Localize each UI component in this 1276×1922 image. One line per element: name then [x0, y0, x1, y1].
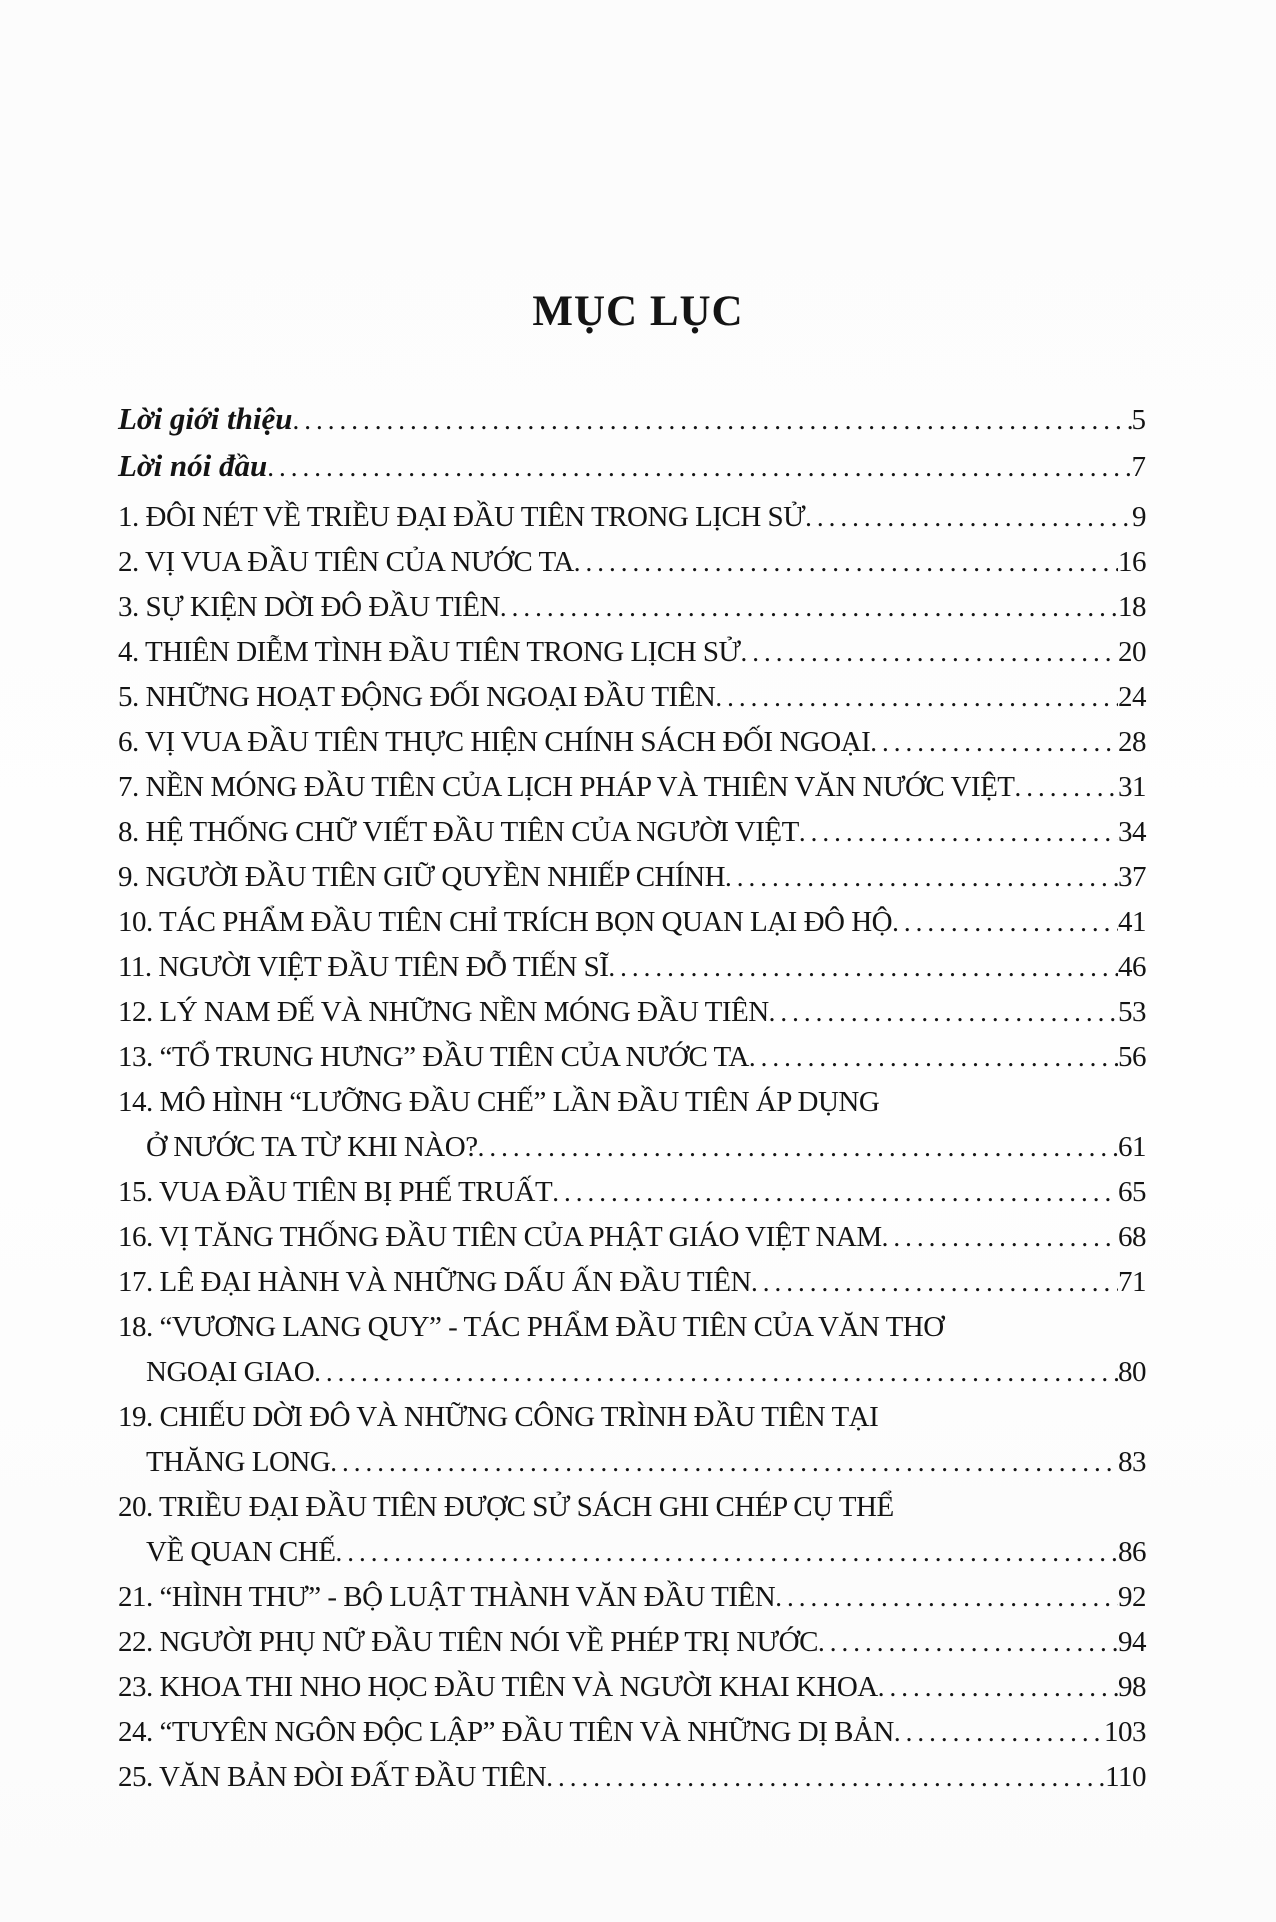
- toc-entry: [118, 900, 1146, 945]
- toc-entry: [118, 720, 1146, 765]
- toc-entry-page: 103: [1104, 1716, 1146, 1748]
- toc-entry-page: 71: [1118, 1266, 1146, 1298]
- toc-entry-line: [118, 540, 1146, 585]
- toc-entry-line: [118, 630, 1146, 675]
- toc-entry-page: 53: [1118, 996, 1146, 1028]
- toc-entry-label: 18. “VƯƠNG LANG QUY” - TÁC PHẨM ĐẦU TIÊN CỦA VĂN THƠ: [118, 1311, 944, 1343]
- toc-entry-line: [118, 1395, 1146, 1440]
- toc-entry-page: 5: [1131, 404, 1146, 436]
- dot-leader: [330, 1440, 1118, 1485]
- toc-entry-page: 28: [1118, 726, 1146, 758]
- toc-entry-page: 80: [1118, 1356, 1146, 1388]
- toc-entry-page: 41: [1118, 906, 1146, 938]
- toc-entry-continuation: NGOẠI GIAO: [146, 1356, 315, 1388]
- toc-entry-label: 23. KHOA THI NHO HỌC ĐẦU TIÊN VÀ NGƯỜI KHAI KHOA: [118, 1671, 878, 1703]
- toc-entry-line: [118, 810, 1146, 855]
- toc-entry: [118, 1305, 1146, 1395]
- toc-entry-continuation: Ở NƯỚC TA TỪ KHI NÀO?: [146, 1131, 478, 1163]
- toc-entry-page: 94: [1118, 1626, 1146, 1658]
- toc-entry-label: 1. ĐÔI NÉT VỀ TRIỀU ĐẠI ĐẦU TIÊN TRONG LỊCH SỬ: [118, 501, 806, 533]
- toc-entry: [118, 1620, 1146, 1665]
- dot-leader: [1015, 765, 1119, 810]
- toc-entry-line: [118, 855, 1146, 900]
- toc-entry: [118, 765, 1146, 810]
- toc-entry-page: 65: [1118, 1176, 1146, 1208]
- toc-entry-line: [118, 675, 1146, 720]
- dot-leader: [335, 1530, 1118, 1575]
- dot-leader: [799, 810, 1118, 855]
- toc-entry: [118, 990, 1146, 1035]
- toc-entry: [118, 1080, 1146, 1170]
- toc-entry: [118, 1485, 1146, 1575]
- toc-entry-line: [118, 765, 1146, 810]
- toc-entry: [118, 1395, 1146, 1485]
- toc-entry: [118, 810, 1146, 855]
- toc-entry-continuation-line: [118, 1440, 1146, 1485]
- toc-entry-line: [118, 1620, 1146, 1665]
- toc-entry-line: [118, 1710, 1146, 1755]
- toc-entry: [118, 1035, 1146, 1080]
- toc-entry-continuation-line: [118, 1350, 1146, 1395]
- toc-entry-page: 98: [1118, 1671, 1146, 1703]
- toc-entry-line: [118, 945, 1146, 990]
- toc-entry-line: [118, 1755, 1146, 1800]
- toc-entry-line: [118, 1305, 1146, 1350]
- dot-leader: [574, 540, 1118, 585]
- toc-entry-label: 13. “TỔ TRUNG HƯNG” ĐẦU TIÊN CỦA NƯỚC TA: [118, 1041, 749, 1073]
- dot-leader: [870, 720, 1118, 765]
- toc-entry-label: 12. LÝ NAM ĐẾ VÀ NHỮNG NỀN MÓNG ĐẦU TIÊN: [118, 996, 769, 1028]
- toc-entry: [118, 1665, 1146, 1710]
- toc-entry-continuation-line: [118, 1125, 1146, 1170]
- toc-entry: [118, 443, 1146, 490]
- toc-entry-page: 68: [1118, 1221, 1146, 1253]
- toc-entry: [118, 495, 1146, 540]
- toc-entry-label: 3. SỰ KIỆN DỜI ĐÔ ĐẦU TIÊN: [118, 591, 500, 623]
- toc-entry-line: [118, 1665, 1146, 1710]
- toc-entry-label: 10. TÁC PHẨM ĐẦU TIÊN CHỈ TRÍCH BỌN QUAN LẠI ĐÔ HỘ: [118, 906, 893, 938]
- toc-entry-label: 24. “TUYÊN NGÔN ĐỘC LẬP” ĐẦU TIÊN VÀ NHỮNG DỊ BẢN: [118, 1716, 894, 1748]
- toc-entry-page: 20: [1118, 636, 1146, 668]
- toc-entry: [118, 1710, 1146, 1755]
- toc-entry-page: 56: [1118, 1041, 1146, 1073]
- toc-entry: [118, 630, 1146, 675]
- toc-entry-line: [118, 443, 1146, 490]
- toc-entry: [118, 1215, 1146, 1260]
- toc-entry-continuation: THĂNG LONG: [146, 1446, 331, 1478]
- dot-leader: [805, 495, 1132, 540]
- toc-entry: [118, 855, 1146, 900]
- dot-leader: [478, 1125, 1118, 1170]
- dot-leader: [818, 1620, 1118, 1665]
- toc-entry: [118, 1575, 1146, 1620]
- dot-leader: [775, 1575, 1118, 1620]
- dot-leader: [769, 990, 1118, 1035]
- toc-entry-label: 14. MÔ HÌNH “LƯỠNG ĐẦU CHẾ” LẦN ĐẦU TIÊN ÁP DỤNG: [118, 1086, 880, 1118]
- toc-entry-label: Lời giới thiệu: [118, 401, 293, 436]
- toc-entry: [118, 945, 1146, 990]
- toc-entry-continuation-line: [118, 1530, 1146, 1575]
- toc-entry-page: 110: [1105, 1761, 1146, 1793]
- toc-entry-page: 7: [1131, 451, 1146, 483]
- toc-entry-label: 6. VỊ VUA ĐẦU TIÊN THỰC HIỆN CHÍNH SÁCH ĐỐI NGOẠI: [118, 726, 871, 758]
- dot-leader: [749, 1035, 1118, 1080]
- toc-entry-line: [118, 1080, 1146, 1125]
- toc-entry-page: 92: [1118, 1581, 1146, 1613]
- toc-entry-page: 24: [1118, 681, 1146, 713]
- dot-leader: [741, 630, 1118, 675]
- toc-entry-label: 19. CHIẾU DỜI ĐÔ VÀ NHỮNG CÔNG TRÌNH ĐẦU TIÊN TẠI: [118, 1401, 879, 1433]
- dot-leader: [608, 945, 1118, 990]
- toc-entry: [118, 585, 1146, 630]
- toc-entry-label: 16. VỊ TĂNG THỐNG ĐẦU TIÊN CỦA PHẬT GIÁO VIỆT NAM: [118, 1221, 882, 1253]
- dot-leader: [878, 1665, 1118, 1710]
- dot-leader: [546, 1755, 1105, 1800]
- dot-leader: [715, 675, 1118, 720]
- dot-leader: [314, 1350, 1118, 1395]
- toc-entry-page: 34: [1118, 816, 1146, 848]
- toc-entry: [118, 396, 1146, 443]
- toc-entry-line: [118, 1215, 1146, 1260]
- toc-entry-label: 8. HỆ THỐNG CHỮ VIẾT ĐẦU TIÊN CỦA NGƯỜI VIỆT: [118, 816, 799, 848]
- toc-entry-page: 16: [1118, 546, 1146, 578]
- toc-entry: [118, 675, 1146, 720]
- toc-entry-label: 15. VUA ĐẦU TIÊN BỊ PHẾ TRUẤT: [118, 1176, 553, 1208]
- table-of-contents: [118, 396, 1146, 1800]
- dot-leader: [892, 900, 1118, 945]
- toc-entry-label: 4. THIÊN DIỄM TÌNH ĐẦU TIÊN TRONG LỊCH SỬ: [118, 636, 741, 668]
- dot-leader: [882, 1215, 1118, 1260]
- dot-leader: [552, 1170, 1118, 1215]
- toc-entry: [118, 1260, 1146, 1305]
- toc-entry-label: 7. NỀN MÓNG ĐẦU TIÊN CỦA LỊCH PHÁP VÀ THIÊN VĂN NƯỚC VIỆT: [118, 771, 1015, 803]
- dot-leader: [894, 1710, 1104, 1755]
- toc-entry-line: [118, 1260, 1146, 1305]
- toc-entry-page: 31: [1118, 771, 1146, 803]
- toc-entry-line: [118, 396, 1146, 443]
- toc-entry-label: 11. NGƯỜI VIỆT ĐẦU TIÊN ĐỖ TIẾN SĨ: [118, 951, 609, 983]
- toc-entry-label: 21. “HÌNH THƯ” - BỘ LUẬT THÀNH VĂN ĐẦU TIÊN: [118, 1581, 776, 1613]
- toc-entry-label: 17. LÊ ĐẠI HÀNH VÀ NHỮNG DẤU ẤN ĐẦU TIÊN: [118, 1266, 751, 1298]
- toc-entry-line: [118, 495, 1146, 540]
- toc-entry-label: 2. VỊ VUA ĐẦU TIÊN CỦA NƯỚC TA: [118, 546, 574, 578]
- toc-entry-label: 25. VĂN BẢN ĐÒI ĐẤT ĐẦU TIÊN: [118, 1761, 547, 1793]
- page-title: MỤC LỤC: [532, 288, 744, 335]
- toc-entry-line: [118, 1035, 1146, 1080]
- toc-entry: [118, 1170, 1146, 1215]
- toc-entry-label: 9. NGƯỜI ĐẦU TIÊN GIỮ QUYỀN NHIẾP CHÍNH: [118, 861, 726, 893]
- dot-leader: [267, 445, 1131, 490]
- toc-entry-page: 86: [1118, 1536, 1146, 1568]
- toc-entry: [118, 540, 1146, 585]
- dot-leader: [725, 855, 1118, 900]
- toc-entry-label: 20. TRIỀU ĐẠI ĐẦU TIÊN ĐƯỢC SỬ SÁCH GHI CHÉP CỤ THỂ: [118, 1491, 894, 1523]
- toc-entry: [118, 1755, 1146, 1800]
- toc-entry-label: Lời nói đầu: [118, 448, 268, 483]
- toc-entry-page: 9: [1132, 501, 1146, 533]
- toc-entry-page: 83: [1118, 1446, 1146, 1478]
- dot-leader: [293, 398, 1132, 443]
- dot-leader: [500, 585, 1118, 630]
- toc-entry-line: [118, 720, 1146, 765]
- toc-entry-line: [118, 1485, 1146, 1530]
- toc-entry-page: 37: [1118, 861, 1146, 893]
- toc-entry-page: 46: [1118, 951, 1146, 983]
- toc-entry-line: [118, 1170, 1146, 1215]
- toc-entry-continuation: VỀ QUAN CHẾ: [146, 1536, 336, 1568]
- toc-entry-page: 18: [1118, 591, 1146, 623]
- toc-entry-label: 5. NHỮNG HOẠT ĐỘNG ĐỐI NGOẠI ĐẦU TIÊN: [118, 681, 716, 713]
- toc-entry-line: [118, 900, 1146, 945]
- toc-entry-page: 61: [1118, 1131, 1146, 1163]
- toc-entry-line: [118, 585, 1146, 630]
- toc-entry-label: 22. NGƯỜI PHỤ NỮ ĐẦU TIÊN NÓI VỀ PHÉP TRỊ NƯỚC: [118, 1626, 818, 1658]
- toc-entry-line: [118, 1575, 1146, 1620]
- toc-entry-line: [118, 990, 1146, 1035]
- dot-leader: [751, 1260, 1118, 1305]
